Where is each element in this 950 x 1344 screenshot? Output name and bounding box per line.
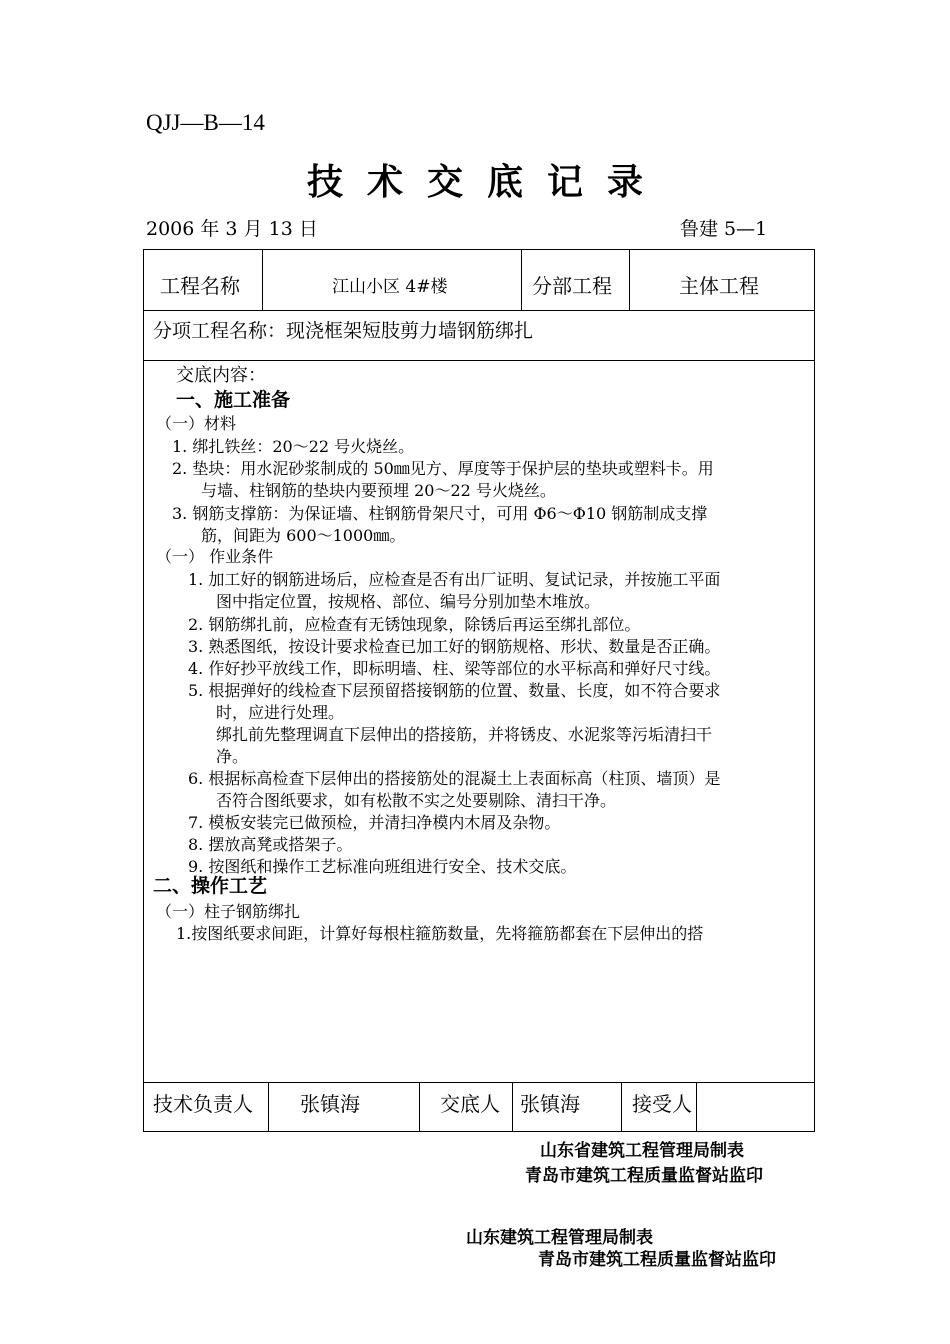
content-line: 与墙、柱钢筋的垫块内要预埋 20～22 号火烧丝。 xyxy=(201,481,556,500)
content-line: 3. 钢筋支撑筋：为保证墙、柱钢筋骨架尺寸，可用 Φ6～Φ10 钢筋制成支撑 xyxy=(172,504,708,523)
page-title: 技术交底记录 xyxy=(306,161,667,203)
content-line: 6. 根据标高检查下层伸出的搭接筋处的混凝土上表面标高（柱顶、墙顶）是 xyxy=(188,769,721,788)
content-line: 1. 绑扎铁丝：20～22 号火烧丝。 xyxy=(172,437,415,456)
briefer-name: 张镇海 xyxy=(520,1092,580,1116)
content-line: 1. 加工好的钢筋进场后，应检查是否有出厂证明、复试记录，并按施工平面 xyxy=(188,570,721,589)
record-table xyxy=(143,249,815,1132)
section-heading: 二、操作工艺 xyxy=(153,875,268,897)
col-divider xyxy=(521,250,522,310)
content-line: 绑扎前先整理调直下层伸出的搭接筋，并将锈皮、水泥浆等污垢清扫干 xyxy=(216,725,713,744)
row-divider xyxy=(144,360,814,361)
content-intro: 交底内容： xyxy=(176,365,266,386)
col-divider xyxy=(262,250,263,310)
subsection-heading: （一）材料 xyxy=(156,414,237,433)
content-line: 4. 作好抄平放线工作，即标明墙、柱、梁等部位的水平标高和弹好尺寸线。 xyxy=(188,659,721,678)
content-line: 1.按图纸要求间距，计算好每根柱箍筋数量，先将箍筋都套在下层伸出的搭 xyxy=(176,924,704,943)
division-value: 主体工程 xyxy=(679,274,759,298)
col-divider xyxy=(268,1082,269,1132)
subsection-heading: （一）柱子钢筋绑扎 xyxy=(156,902,301,921)
content-line: 9. 按图纸和操作工艺标准向班组进行安全、技术交底。 xyxy=(188,857,577,876)
content-line: 2. 垫块：用水泥砂浆制成的 50㎜见方、厚度等于保护层的垫块或塑料卡。用 xyxy=(172,459,714,478)
form-number: 鲁建 5—1 xyxy=(680,218,768,240)
section-heading: 一、施工准备 xyxy=(176,389,291,411)
project-name-label: 工程名称 xyxy=(160,274,240,298)
content-line: 否符合图纸要求，如有松散不实之处要剔除、清扫干净。 xyxy=(216,791,617,810)
receiver-label: 接受人 xyxy=(632,1092,692,1116)
footer-issuer: 山东建筑工程管理局制表 xyxy=(466,1228,653,1248)
col-divider xyxy=(621,1082,622,1132)
row-divider xyxy=(144,310,814,311)
content-line: 2. 钢筋绑扎前，应检查有无锈蚀现象，除锈后再运至绑扎部位。 xyxy=(188,615,641,634)
footer-issuer: 山东省建筑工程管理局制表 xyxy=(540,1141,744,1161)
briefer-label: 交底人 xyxy=(440,1092,500,1116)
col-divider xyxy=(419,1082,420,1132)
content-line: 7. 模板安装完已做预检，并清扫净模内木屑及杂物。 xyxy=(188,813,561,832)
content-line: 8. 摆放高凳或搭架子。 xyxy=(188,835,353,854)
record-date: 2006 年 3 月 13 日 xyxy=(146,218,318,240)
tech-lead-label: 技术负责人 xyxy=(153,1092,253,1116)
document-code: QJJ—B—14 xyxy=(146,110,265,135)
content-line: 3. 熟悉图纸，按设计要求检查已加工好的钢筋规格、形状、数量是否正确。 xyxy=(188,637,721,656)
footer-supervisor: 青岛市建筑工程质量监督站监印 xyxy=(538,1250,776,1270)
content-line: 图中指定位置，按规格、部位、编号分别加垫木堆放。 xyxy=(216,592,601,611)
subitem-name: 分项工程名称：现浇框架短肢剪力墙钢筋绑扎 xyxy=(153,320,534,342)
content-line: 时，应进行处理。 xyxy=(216,703,345,722)
row-divider xyxy=(144,1082,814,1083)
division-label: 分部工程 xyxy=(532,274,612,298)
col-divider xyxy=(512,1082,513,1132)
col-divider xyxy=(629,250,630,310)
content-line: 筋，间距为 600～1000㎜。 xyxy=(201,526,406,545)
footer-supervisor: 青岛市建筑工程质量监督站监印 xyxy=(525,1166,763,1186)
project-name-value: 江山小区 4#楼 xyxy=(332,277,448,297)
content-line: 净。 xyxy=(216,747,249,766)
content-line: 5. 根据弹好的线检查下层预留搭接钢筋的位置、数量、长度，如不符合要求 xyxy=(188,681,721,700)
tech-lead-name: 张镇海 xyxy=(300,1092,360,1116)
col-divider xyxy=(696,1082,697,1132)
subsection-heading: （一） 作业条件 xyxy=(156,547,274,566)
